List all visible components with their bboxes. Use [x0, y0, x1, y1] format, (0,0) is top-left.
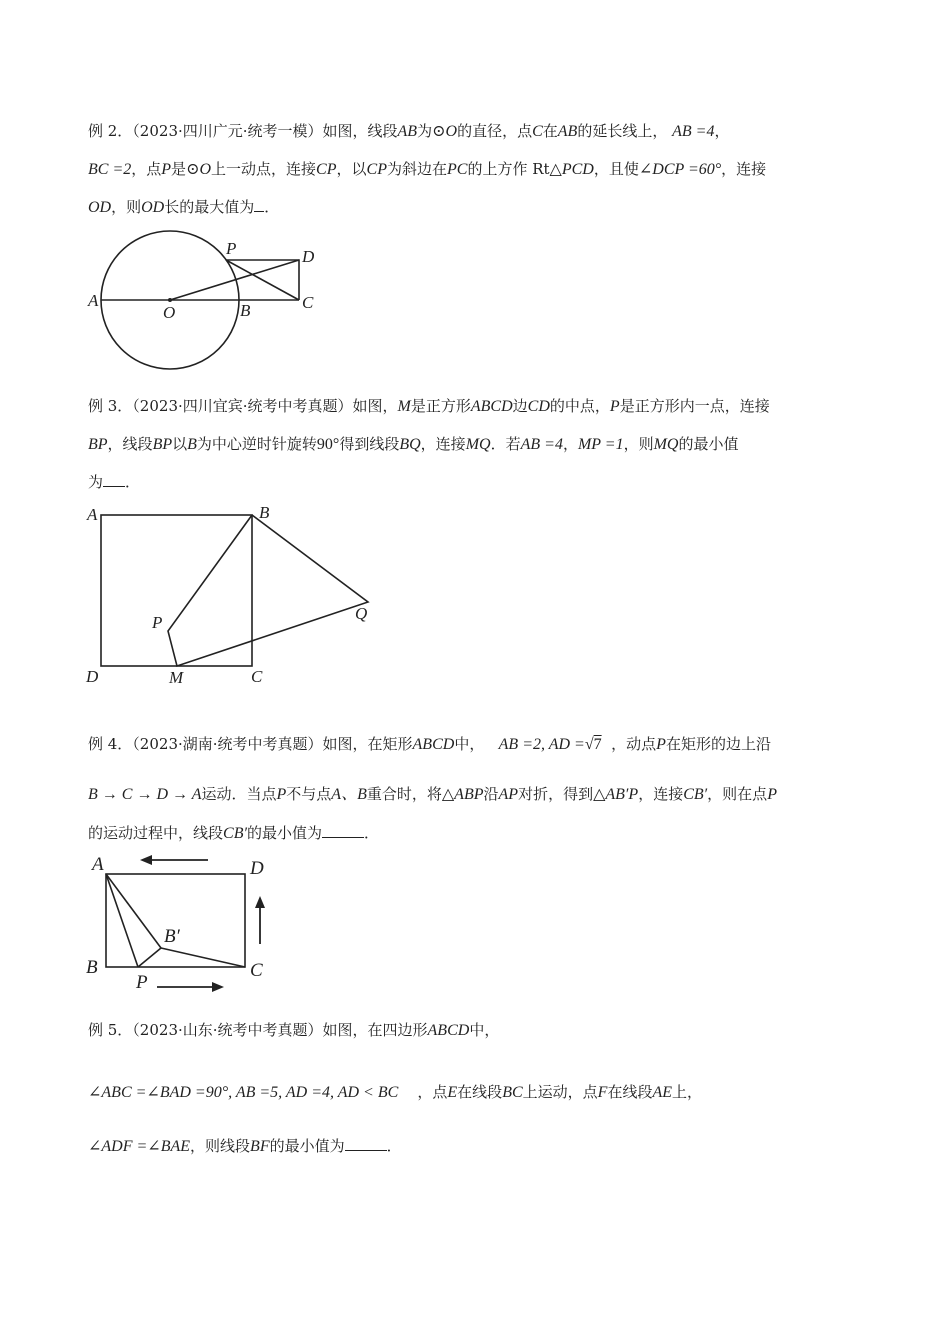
ex4-line-1 — [88, 733, 771, 756]
ex2-point-O — [168, 298, 172, 302]
text: 中， — [469, 1021, 500, 1039]
math: AE — [652, 1084, 672, 1101]
text: ，点 — [417, 1083, 448, 1101]
math: ABCD — [470, 398, 513, 415]
text: 长的最大值为 — [164, 198, 255, 216]
math: △ABP — [441, 786, 484, 803]
math: ∠ADF =∠BAE — [88, 1138, 191, 1155]
answer-blank — [254, 197, 264, 212]
label: O — [163, 303, 176, 322]
arrow-up-head-icon — [255, 896, 265, 908]
text: 的最小值为 — [246, 824, 322, 842]
math: AB =4 — [520, 436, 563, 453]
sqrt-sign: √ — [584, 736, 594, 753]
label: C — [251, 667, 263, 686]
text: ． — [363, 824, 379, 842]
text: 在线段 — [607, 1083, 653, 1101]
text: ，则 — [623, 435, 654, 453]
text: ， — [562, 435, 578, 453]
ex4-line-AP — [106, 874, 138, 967]
ex5-line-1 — [88, 1019, 499, 1042]
text: 在 — [542, 122, 558, 140]
ex3-line-1 — [88, 395, 770, 418]
text: 的中点， — [549, 397, 610, 415]
text: 对折，得到 — [518, 785, 594, 803]
text: 不与点 — [286, 785, 332, 803]
text: 以 — [172, 435, 188, 453]
text: 沿 — [483, 785, 499, 803]
math: △AB′P — [593, 786, 639, 803]
text: ，线段 — [107, 435, 153, 453]
label: D — [302, 247, 315, 266]
math: MP =1 — [577, 436, 624, 453]
text: 的最小值 — [678, 435, 739, 453]
text: ，则 — [111, 198, 142, 216]
ex5-heading: 例 5．（2023·山东·统考中考真题）如图，在四边形 — [88, 1021, 428, 1039]
math: C — [532, 123, 543, 140]
math: P — [767, 786, 777, 803]
text: 得到线段 — [339, 435, 400, 453]
math: AP — [498, 786, 519, 803]
text: 是正方形 — [410, 397, 471, 415]
answer-blank — [322, 823, 364, 838]
math: AB — [557, 123, 578, 140]
text: ，连接 — [721, 160, 767, 178]
math: CP — [316, 161, 337, 178]
label: P — [136, 972, 148, 993]
label: D — [250, 858, 264, 879]
ex2-line-OD — [170, 260, 299, 300]
math: BC — [502, 1084, 523, 1101]
math: ∠DCP =60° — [638, 161, 722, 178]
math: BF — [250, 1138, 270, 1155]
ex4-arrows — [140, 855, 265, 992]
text: 运动．当点 — [201, 785, 277, 803]
math: B — [187, 436, 197, 453]
text: ，则线段 — [190, 1137, 251, 1155]
text: 为斜边在 — [386, 160, 447, 178]
math: △PCD — [549, 161, 594, 178]
math: P — [161, 161, 172, 178]
math: PC — [446, 161, 468, 178]
text: 的上方作 Rt — [467, 160, 550, 178]
ex2-line-3: OD，则OD长的最大值为 ． — [88, 198, 280, 216]
label: P — [152, 613, 163, 632]
text: 是 — [171, 160, 187, 178]
label: C — [250, 960, 263, 981]
label: B′ — [164, 926, 180, 947]
text: 为 — [88, 473, 104, 491]
text: ， — [714, 122, 730, 140]
math: 7 — [593, 736, 602, 753]
text: 在线段 — [457, 1083, 503, 1101]
ex3-path — [168, 515, 368, 666]
text: 的延长线上， — [577, 122, 668, 140]
text: ，点 — [131, 160, 162, 178]
ex2-circle — [101, 231, 239, 369]
label: A — [92, 854, 104, 875]
ex4-heading: 例 4．（2023·湖南·统考中考真题）如图，在矩形 — [88, 735, 413, 753]
ex4-line-2 — [88, 783, 777, 806]
math: BP — [152, 436, 173, 453]
math: BQ — [399, 436, 421, 453]
text: 上， — [672, 1083, 703, 1101]
ex4-rectangle — [106, 874, 245, 967]
text: 重合时，将 — [366, 785, 442, 803]
arrow-left-head-icon — [140, 855, 152, 865]
math: P — [276, 786, 287, 803]
math: CB′ — [683, 786, 708, 803]
math: ABCD — [412, 736, 455, 753]
math: BC =2 — [88, 161, 132, 178]
ex2-line-2 — [88, 158, 766, 181]
math: P — [609, 398, 620, 415]
text: ． — [386, 1137, 402, 1155]
text: ，则在点 — [707, 785, 768, 803]
math: ⊙O — [432, 123, 458, 140]
label: P — [226, 239, 237, 258]
math: CD — [527, 398, 550, 415]
answer-blank — [345, 1136, 387, 1151]
text: 中， — [454, 735, 485, 753]
text: ，动点 — [611, 735, 657, 753]
math: AB =4 — [672, 123, 715, 140]
text: ． — [125, 473, 141, 491]
text: 为中心逆时针旋转 — [196, 435, 317, 453]
math: CP — [366, 161, 387, 178]
ex2-rect — [226, 260, 299, 300]
math: CB′ — [223, 825, 247, 842]
text: ，连接 — [638, 785, 684, 803]
math: B → C → D → A — [88, 786, 202, 803]
text: ．若 — [490, 435, 521, 453]
math: M — [397, 398, 411, 415]
ex3-heading: 例 3．（2023·四川宜宾·统考中考真题）如图， — [88, 397, 398, 415]
ex4-line-PB — [138, 948, 161, 967]
math: BP — [88, 436, 108, 453]
math: F — [597, 1084, 608, 1101]
text: 在矩形的边上沿 — [665, 735, 771, 753]
arrow-right-head-icon — [212, 982, 224, 992]
label: Q — [355, 604, 368, 623]
label: C — [302, 293, 314, 312]
text: 的直径，点 — [457, 122, 533, 140]
math: 90° — [316, 436, 340, 453]
answer-blank — [103, 472, 125, 487]
label: B — [259, 503, 270, 522]
text: 的运动过程中，线段 — [88, 824, 224, 842]
label: B — [240, 301, 251, 320]
math: OD — [88, 199, 112, 216]
ex2-heading: 例 2．（2023·四川广元·统考一模）如图，线段 — [88, 122, 398, 140]
math: MQ — [465, 436, 491, 453]
text: 上一动点，连接 — [211, 160, 317, 178]
ex4-line-BC — [161, 948, 245, 967]
ex3-square — [101, 515, 252, 666]
text: 的最小值为 — [269, 1137, 345, 1155]
label: A — [87, 505, 98, 524]
ex2-line-1 — [88, 120, 729, 143]
text: ，以 — [336, 160, 367, 178]
math: ABCD — [427, 1022, 470, 1039]
math: ⊙O — [186, 161, 212, 178]
ex5-line-3 — [88, 1135, 402, 1158]
math: MQ — [653, 436, 679, 453]
ex4-line-3 — [88, 822, 379, 845]
math: P — [656, 736, 666, 753]
ex4-line-AB — [106, 874, 161, 948]
label: D — [86, 667, 99, 686]
label: A — [88, 291, 99, 310]
label: M — [169, 668, 184, 687]
ex2-line-PC — [226, 260, 299, 300]
ex3-line-3 — [88, 471, 140, 493]
math: ∠ABC =∠BAD =90°, AB =5, AD =4, AD < BC — [88, 1084, 399, 1101]
text: 是正方形内一点，连接 — [619, 397, 770, 415]
text: 为 — [417, 122, 433, 140]
label: B — [86, 957, 98, 978]
math: E — [447, 1084, 458, 1101]
text: ，且使 — [593, 160, 639, 178]
text: ，连接 — [420, 435, 466, 453]
math: OD — [141, 199, 165, 216]
text: 边 — [512, 397, 528, 415]
math: A、B — [331, 786, 367, 803]
text: 上运动，点 — [522, 1083, 598, 1101]
math: AB — [397, 123, 418, 140]
ex5-line-2 — [88, 1081, 702, 1104]
math: AB =2, AD = — [498, 736, 585, 753]
ex3-line-2 — [88, 433, 738, 456]
